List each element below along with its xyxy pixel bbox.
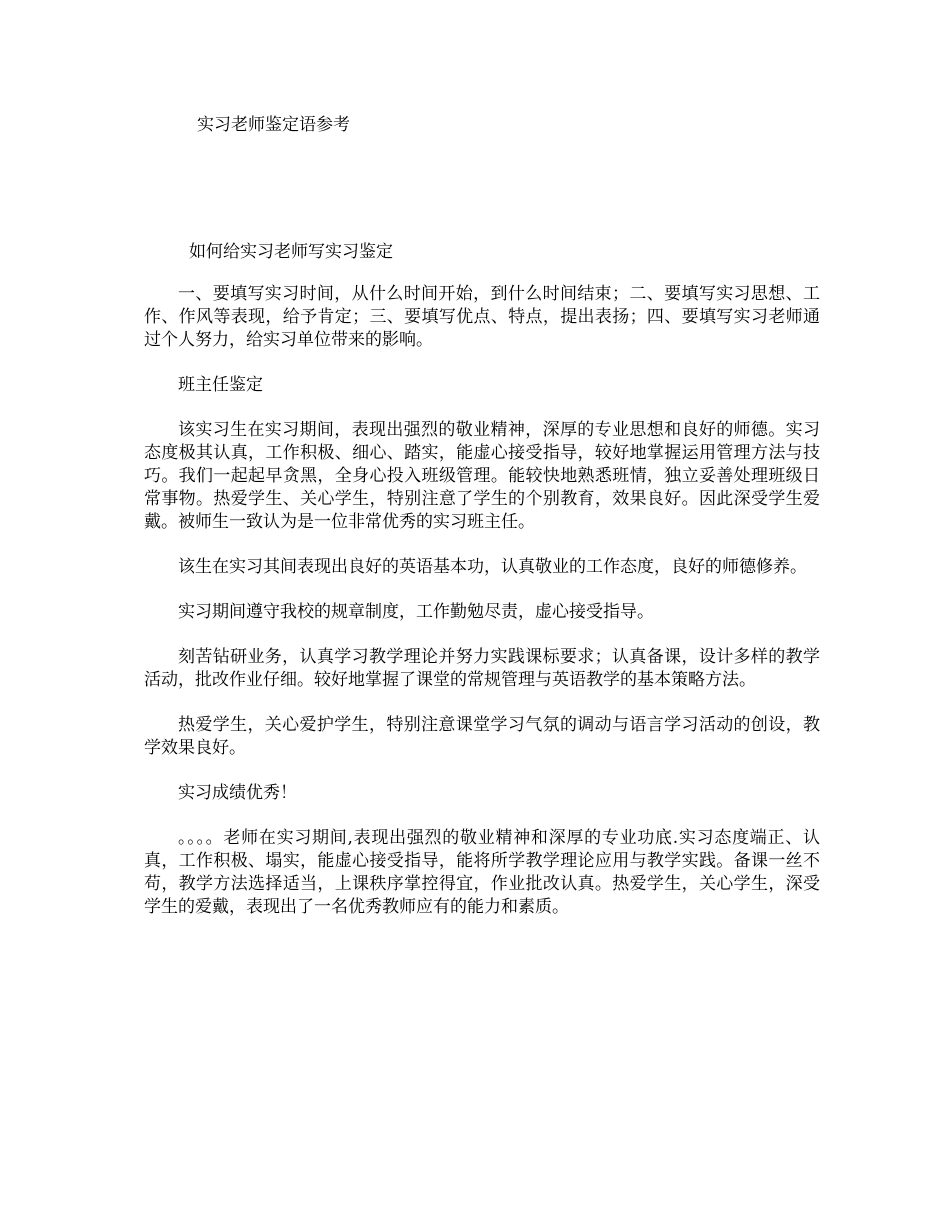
document-title: 实习老师鉴定语参考 — [197, 115, 350, 135]
paragraph-heading-head-teacher: 班主任鉴定 — [178, 375, 263, 395]
paragraph-grade: 实习成绩优秀！ — [178, 783, 297, 803]
paragraph-rules: 实习期间遵守我校的规章制度，工作勤勉尽责，虚心接受指导。 — [178, 602, 654, 622]
paragraph-care-students: 热爱学生，关心爱护学生，特别注意课堂学习气氛的调动与语言学习活动的创设，教学效果良好。 — [144, 715, 820, 758]
paragraph-study: 刻苦钻研业务，认真学习教学理论并努力实践课标要求；认真备课，设计多样的教学活动，批改作业仔细。较好地掌握了课堂的常规管理与英语教学的基本策略方法。 — [144, 647, 820, 690]
document-body — [144, 283, 820, 941]
paragraph-english-skills: 该生在实习其间表现出良好的英语基本功，认真敬业的工作态度，良好的师德修养。 — [178, 557, 807, 577]
paragraph-requirements: 一、要填写实习时间，从什么时间开始，到什么时间结束；二、要填写实习思想、工作、作风等表现，给予肯定；三、要填写优点、特点，提出表扬；四、要填写实习老师通过个人努力，给实习单位带来的影响。 — [144, 284, 820, 350]
paragraph-teacher-evaluation: 。。。。老师在实习期间,表现出强烈的敬业精神和深厚的专业功底.实习态度端正、认真，工作积极、塌实，能虚心接受指导，能将所学教学理论应用与教学实践。备课一丝不苟，教学方法选择适当，上课秩序掌控得宜，作业批改认真。热爱学生，关心学生，深受学生的爱戴，表现出了一名优秀教师应有的能力和素质。 — [144, 828, 820, 917]
paragraph-head-teacher-evaluation: 该实习生在实习期间，表现出强烈的敬业精神，深厚的专业思想和良好的师德。实习态度极其认真，工作积极、细心、踏实，能虚心接受指导，较好地掌握运用管理方法与技巧。我们一起起早贪黑，全身心投入班级管理。能较快地熟悉班情，独立妥善处理班级日常事物。热爱学生、关心学生，特别注意了学生的个别教育，效果良好。因此深受学生爱戴。被师生一致认为是一位非常优秀的实习班主任。 — [144, 420, 820, 532]
section-heading: 如何给实习老师写实习鉴定 — [189, 242, 393, 262]
